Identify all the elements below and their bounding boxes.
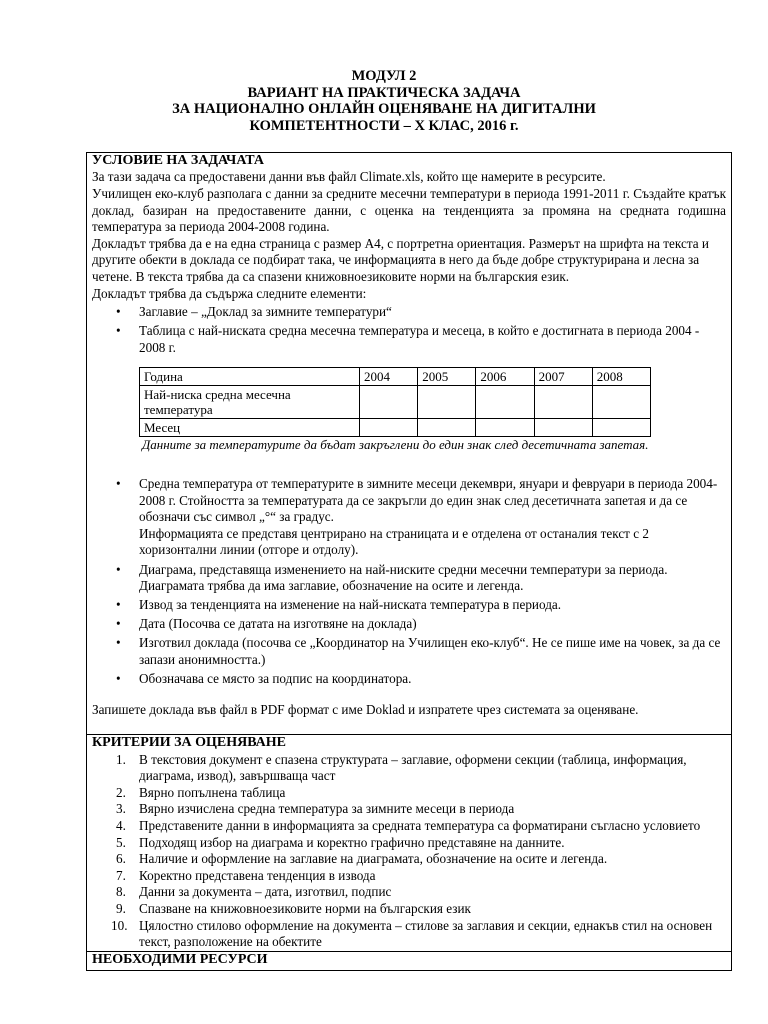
- list-item-text: Средна температура от температурите в зимните месеци декември, януари и февруари в периода 2004-2008 г. Стойността за температурата да се закръгли до един знак след десетичната запетая и да се обозначи със символ „°“ за градус.: [139, 476, 718, 525]
- criterion-text: Вярно изчислена средна температура за зимните месеци в периода: [139, 801, 515, 817]
- task-paragraph-1: За тази задача са предоставени данни във файл Climate.xls, който ще намерите в ресурсите.: [92, 169, 606, 185]
- task-heading: УСЛОВИЕ НА ЗАДАЧАТА: [92, 153, 264, 168]
- criterion-text: В текстовия документ е спазена структурата – заглавие, оформени секции (таблица, информация, диаграма, извод), завършваща част: [139, 751, 687, 784]
- resources-section: [87, 951, 731, 970]
- table-cell: [418, 419, 476, 437]
- task-paragraph-3: Докладът трябва да е на една страница с размер А4, с портретна ориентация. Размерът на шрифта на текста и другите обекти в доклада се подбират така, че информацията в него да бъде добре структурирана и лесна за четене. В текста трябва да са спазени книжовноезиковите норми на българския език.: [92, 235, 709, 284]
- criterion-text: Представените данни в информацията за средната температура са форматирани съгласно условието: [139, 818, 701, 834]
- table-header-cell: 2004: [360, 368, 418, 386]
- list-item: [92, 476, 726, 559]
- list-item: • Извод за тенденцията на изменение на най-ниската температура в периода.: [92, 597, 726, 614]
- table-row-label: Най-ниска средна месечна температура: [140, 386, 360, 419]
- criterion-text: Цялостно стилово оформление на документа – стилове за заглавия и секции, еднакъв стил на основен текст, разположение на обектите: [139, 917, 713, 950]
- criterion-number: 2.: [116, 784, 126, 800]
- list-item: [92, 851, 726, 868]
- table-note: Данните за температурите да бъдат закръглени до един знак след десетичната запетая.: [142, 437, 649, 453]
- table-cell: [476, 419, 534, 437]
- criterion-number: 8.: [116, 884, 126, 900]
- list-item: [92, 884, 726, 901]
- table-row: [140, 386, 651, 419]
- criterion-text: Наличие и оформление на заглавие на диаграмата, обозначение на осите и легенда.: [139, 851, 608, 867]
- title-line-2: ВАРИАНТ НА ПРАКТИЧЕСКА ЗАДАЧА: [247, 84, 521, 101]
- list-item: [92, 918, 726, 951]
- table-row: [140, 368, 651, 386]
- list-item: [92, 752, 726, 785]
- criterion-number: 5.: [116, 834, 126, 850]
- table-header-cell: 2007: [534, 368, 592, 386]
- criterion-number: 6.: [116, 851, 126, 867]
- table-header-cell: 2008: [592, 368, 650, 386]
- document-title: [0, 68, 768, 134]
- table-cell: [476, 386, 534, 419]
- criterion-text: Данни за документа – дата, изготвил, подпис: [139, 884, 392, 900]
- table-header-cell: 2005: [418, 368, 476, 386]
- criterion-number: 1.: [116, 751, 126, 767]
- list-item: [92, 835, 726, 852]
- table-cell: [592, 419, 650, 437]
- temperature-table: [139, 367, 651, 437]
- table-header-cell: 2006: [476, 368, 534, 386]
- elements-list-continued: [92, 476, 726, 688]
- table-cell: [534, 386, 592, 419]
- closing-paragraph: Запишете доклада във файл в PDF формат с име Doklad и изпратете чрез системата за оценяване.: [92, 701, 639, 717]
- table-cell: [360, 419, 418, 437]
- table-cell: [418, 386, 476, 419]
- list-item-text: Информацията се представя центрирано на страницата и е отделена от останалия текст с 2 хоризонтални линии (отгоре и отдолу).: [139, 525, 649, 558]
- task-paragraph-2: Училищен еко-клуб разполага с данни за средните месечни температури в периода 1991-2011 г. Създайте кратък доклад, базиран на предоставените данни, с оценка на тенденцията за промяна на средната годишна температура за периода 2004-2008 година.: [92, 186, 726, 235]
- criteria-section: [87, 734, 731, 951]
- title-line-4: КОМПЕТЕНТНОСТИ – Х КЛАС, 2016 г.: [249, 117, 519, 134]
- criteria-heading: КРИТЕРИИ ЗА ОЦЕНЯВАНЕ: [92, 735, 287, 751]
- table-cell: [360, 386, 418, 419]
- list-item: [92, 785, 726, 802]
- list-item: [92, 901, 726, 918]
- task-frame: [86, 152, 732, 971]
- list-item: • Таблица с най-ниската средна месечна температура и месеца, в който е достигната в периода 2004 - 2008 г.: [92, 323, 726, 356]
- list-item: [92, 818, 726, 835]
- task-paragraph-4: Докладът трябва да съдържа следните елементи:: [92, 285, 367, 301]
- criterion-number: 4.: [116, 818, 126, 834]
- elements-list: [92, 304, 726, 356]
- criterion-number: 7.: [116, 867, 126, 883]
- resources-heading: НЕОБХОДИМИ РЕСУРСИ: [92, 951, 268, 967]
- criterion-text: Коректно представена тенденция в извода: [139, 867, 376, 883]
- list-item: • Обозначава се място за подпис на координатора.: [92, 671, 726, 688]
- list-item: • Заглавие – „Доклад за зимните температури“: [92, 304, 726, 321]
- list-item: • Диаграма, представяща изменението на най-ниските средни месечни температури за периода. Диаграмата трябва да има заглавие, обозначение на осите и легенда.: [92, 562, 726, 595]
- criterion-number: 9.: [116, 901, 126, 916]
- table-row: [140, 419, 651, 437]
- table-cell: [534, 419, 592, 437]
- criterion-text: Спазване на книжовноезиковите норми на българския език: [139, 901, 471, 916]
- criterion-text: Подходящ избор на диаграма и коректно графично представяне на данните.: [139, 834, 565, 850]
- list-item: • Изготвил доклада (посочва се „Координатор на Училищен еко-клуб“. Не се пише име на човек, за да се запази анонимността.): [92, 635, 726, 668]
- criterion-text: Вярно попълнена таблица: [139, 784, 286, 800]
- title-line-1: МОДУЛ 2: [351, 68, 417, 84]
- task-section: [87, 153, 731, 734]
- list-item: [92, 868, 726, 885]
- list-item: • Дата (Посочва се датата на изготвяне на доклада): [92, 616, 726, 633]
- table-cell: [592, 386, 650, 419]
- criterion-number: 10.: [111, 917, 128, 933]
- criterion-number: 3.: [116, 801, 126, 817]
- table-row-label: Месец: [140, 419, 360, 437]
- table-header-cell: Година: [140, 368, 360, 386]
- criteria-list: [92, 752, 726, 951]
- list-item: [92, 801, 726, 818]
- title-line-3: ЗА НАЦИОНАЛНО ОНЛАЙН ОЦЕНЯВАНЕ НА ДИГИТАЛНИ: [172, 101, 596, 117]
